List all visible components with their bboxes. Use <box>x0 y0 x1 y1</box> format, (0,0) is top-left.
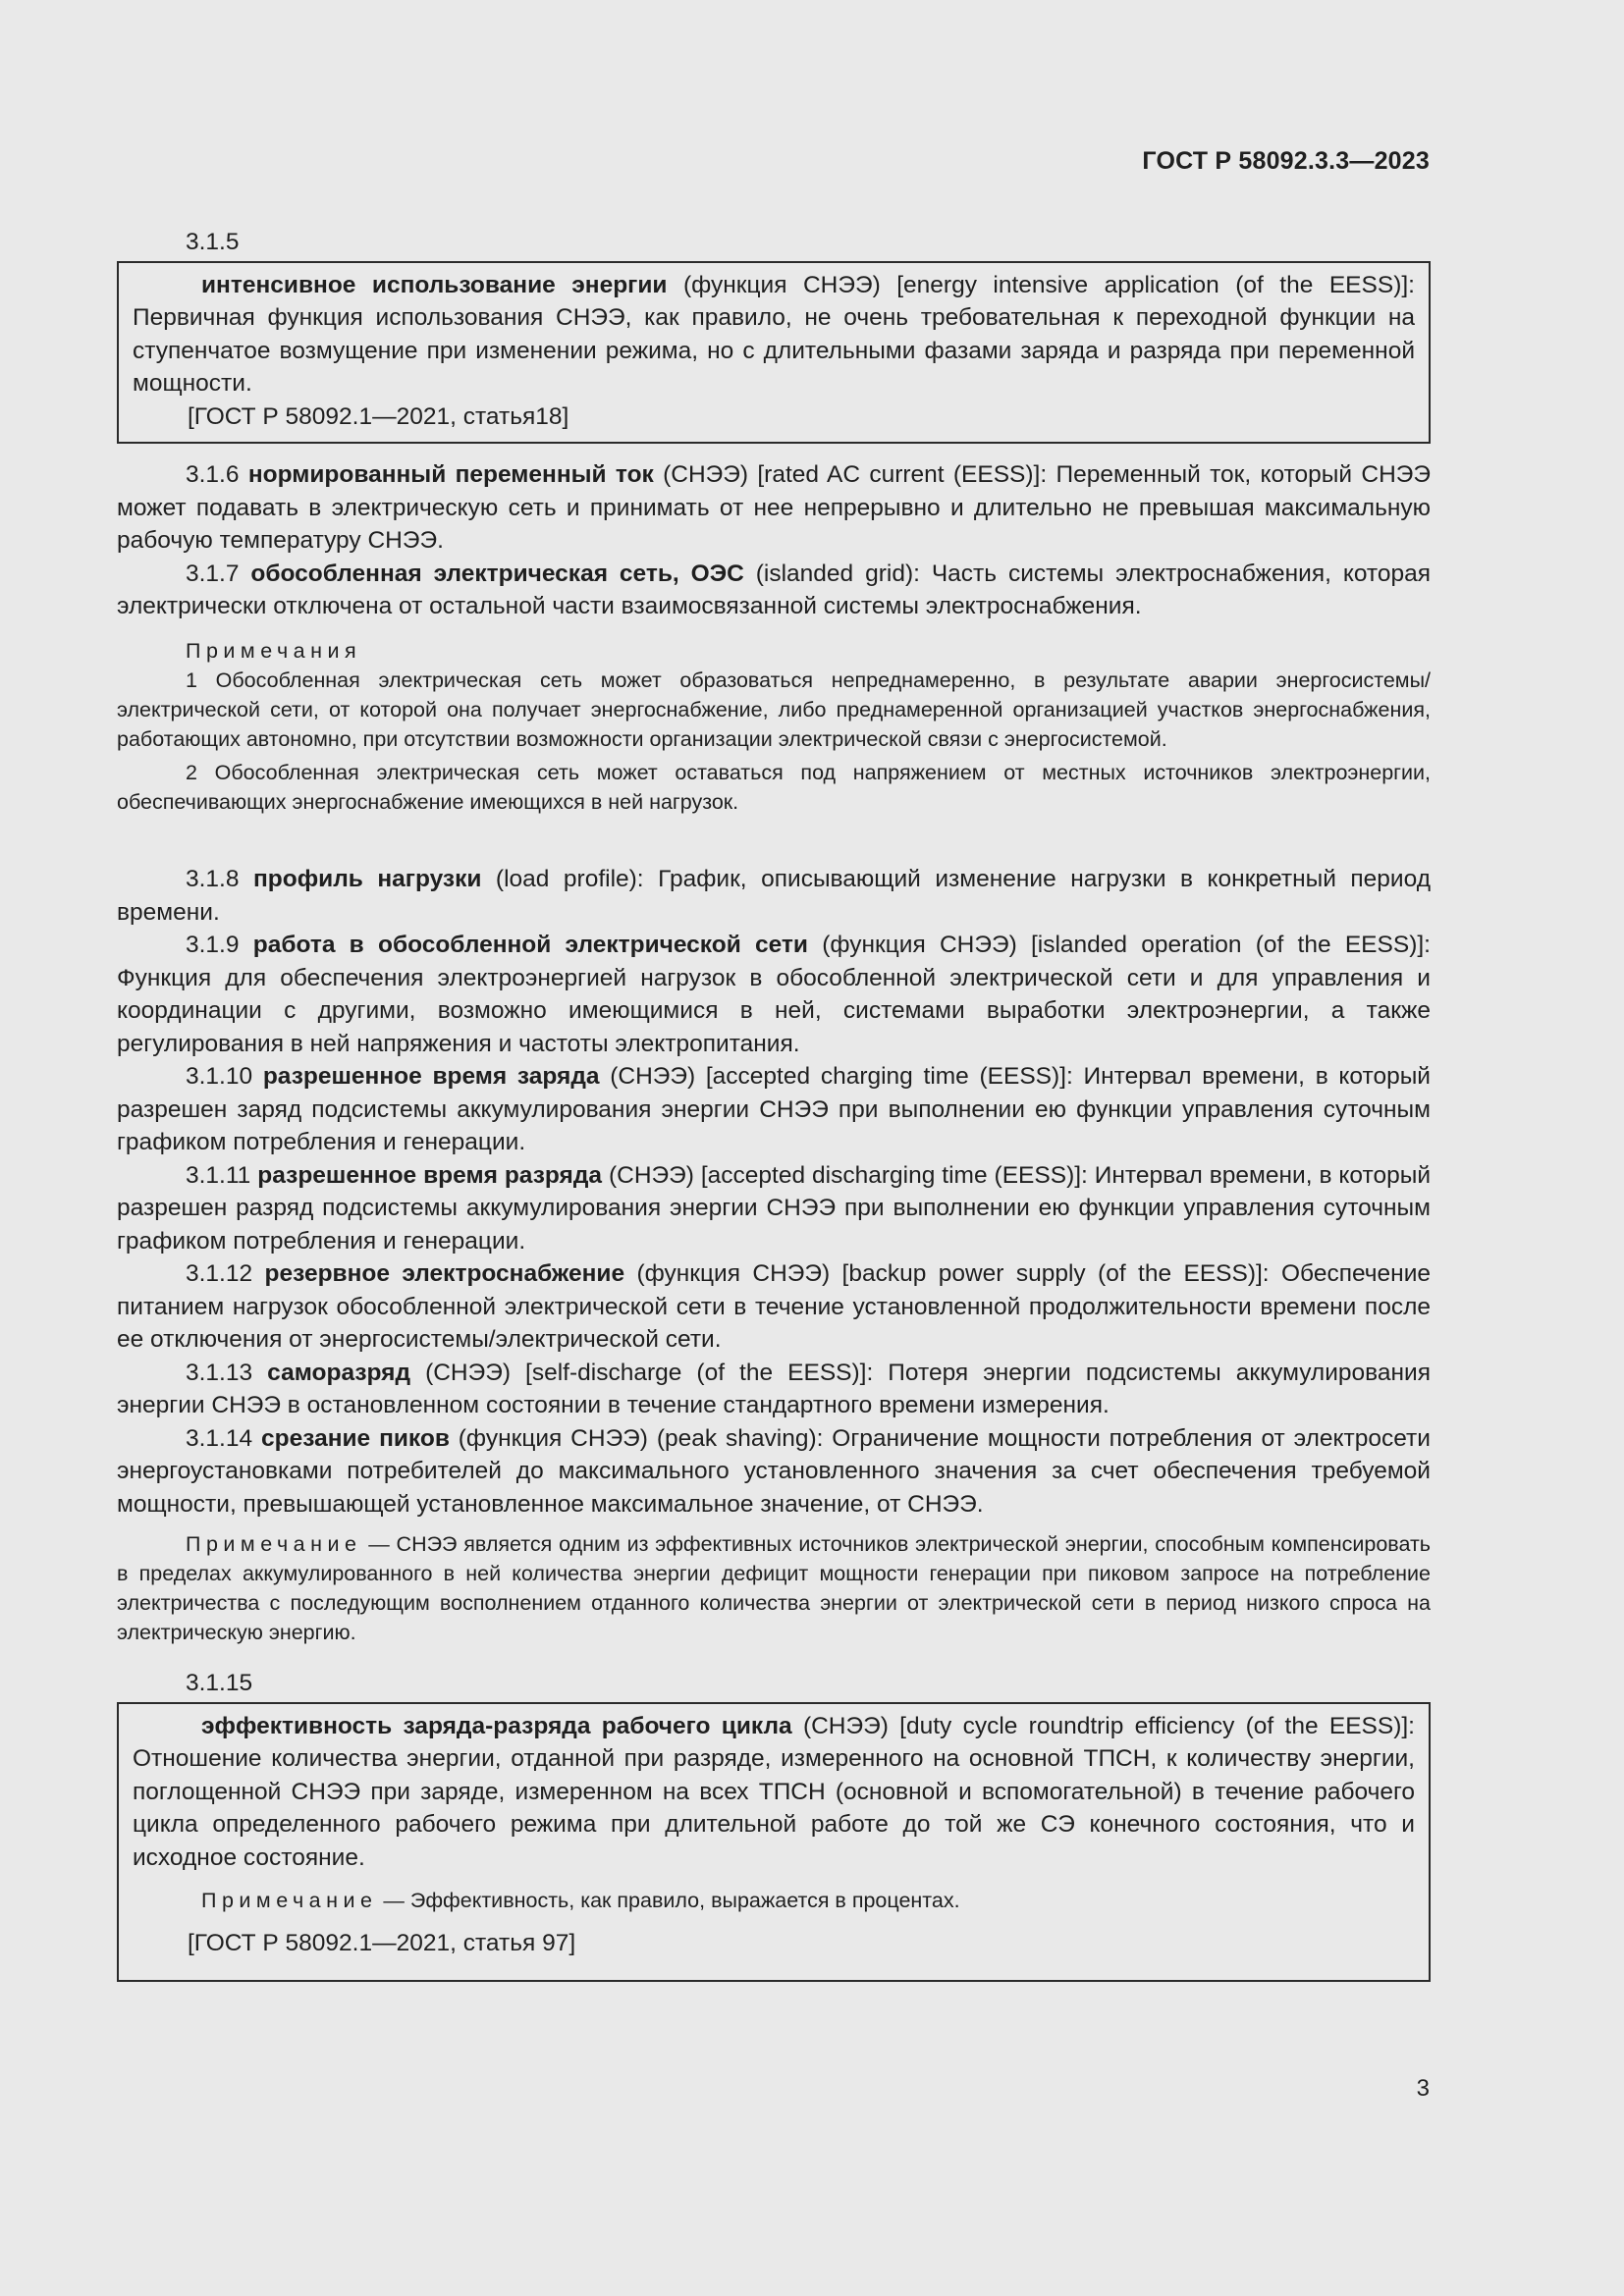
term-3-1-14: 3.1.14 срезание пиков (функция СНЭЭ) (peak shaving): Ограничение мощности потребления от электросети энергоустановками потребителей до максимального установленного значения за счет обеспечения требуемой мощности, превышающей установленное максимальное значение, от СНЭЭ. <box>117 1424 1431 1518</box>
term-3-1-11: 3.1.11 разрешенное время разряда (СНЭЭ) [accepted discharging time (EESS)]: Интервал времени, в который разрешен разряд подсистемы аккумулирования энергии СНЭЭ при выполнении ею функции управления суточным графиком потребления и генерации. <box>117 1161 1432 1255</box>
term-3-1-7: 3.1.7 обособленная электрическая сеть, ОЭС (islanded grid): Часть системы электроснабжения, которая электрически отключена от остальной части взаимосвязанной системы электроснабжения. <box>117 560 1431 619</box>
term-3-1-13: 3.1.13 саморазряд (СНЭЭ) [self-discharge (of the EESS)]: Потеря энергии подсистемы аккумулирования энергии СНЭЭ в остановленном состоянии в течение стандартного времени измерения. <box>117 1359 1431 1418</box>
term-definition: интенсивное использование энергии (функция СНЭЭ) [energy intensive application (of the EESS)]: Первичная функция использования СНЭЭ, как правило, не очень требовательная к переходной функции на ступенчатое возмущение при изменении режима, но с длительными фазами заряда и разряда при переменной мощности. <box>133 271 1415 397</box>
term-title: профиль нагрузки <box>253 866 482 892</box>
term-title: интенсивное использование энергии <box>201 271 668 298</box>
note-label: Примечание <box>201 1889 378 1912</box>
term-title: нормированный переменный ток <box>247 461 654 488</box>
term-title: эффективность заряда-разряда рабочего цикла <box>201 1712 792 1739</box>
term-number: 3.1.15 <box>186 1670 253 1696</box>
term-number: 3.1.5 <box>186 229 240 255</box>
note-3-1-14 <box>117 1529 1431 1647</box>
term-3-1-9: 3.1.9 работа в обособленной электрической сети (функция СНЭЭ) [islanded operation (of the EESS)]: Функция для обеспечения электроэнергией нагрузок в обособленной электрической сети и для управления и координации с другими, возможно имеющимися в ней, системами выработки электроэнергии, а также регулирования в ней напряжения и частоты электропитания. <box>117 932 1431 1057</box>
document-code: ГОСТ Р 58092.3.3—2023 <box>1142 147 1430 175</box>
term-3-1-15 <box>117 1667 1431 1982</box>
note-text: Примечание — СНЭЭ является одним из эффективных источников электрической энергии, способным компенсировать в пределах аккумулированного в ней количества энергии дефицит мощности генерации при пиковом запросе на потребление электричества с последующим восполнением отданного количества энергии от электрической сети в период низкого спроса на электрическую энергию. <box>117 1532 1431 1644</box>
notes-title: Примечания <box>186 639 362 663</box>
term-title: работа в обособленной электрической сети <box>252 932 808 958</box>
term-source: [ГОСТ Р 58092.1—2021, статья 97] <box>188 1930 576 1956</box>
terms-3-1-8-to-3-1-14 <box>117 863 1431 1521</box>
term-title: срезание пиков <box>261 1424 450 1452</box>
term-title: разрешенное время разряда <box>257 1161 603 1189</box>
term-title: резервное электроснабжение <box>264 1260 625 1287</box>
term-3-1-5 <box>117 226 1431 444</box>
page-number: 3 <box>1416 2075 1430 2102</box>
term-3-1-8: 3.1.8 профиль нагрузки (load profile): График, описывающий изменение нагрузки в конкретный период времени. <box>117 866 1431 926</box>
term-note: Примечание — Эффективность, как правило, выражается в процентах. <box>201 1889 960 1912</box>
note-label: Примечание <box>186 1532 362 1556</box>
term-title: разрешенное время заряда <box>262 1063 600 1090</box>
term-3-1-10: 3.1.10 разрешенное время заряда (СНЭЭ) [accepted charging time (EESS)]: Интервал времени, в который разрешен заряд подсистемы аккумулирования энергии СНЭЭ при выполнении ею функции управления суточным графиком потребления и генерации. <box>117 1063 1431 1155</box>
note-2: 2 Обособленная электрическая сеть может оставаться под напряжением от местных источников электроэнергии, обеспечивающих энергоснабжение имеющихся в ней нагрузок. <box>117 761 1431 814</box>
term-3-1-12: 3.1.12 резервное электроснабжение (функция СНЭЭ) [backup power supply (of the EESS)]: Обеспечение питанием нагрузок обособленной электрической сети в течение установленной продолжительности времени после ее отключения от энергосистемы/электрической сети. <box>117 1260 1432 1353</box>
terms-3-1-6-to-3-1-7 <box>117 458 1431 623</box>
term-title: обособленная электрическая сеть, ОЭС <box>250 560 744 587</box>
term-definition: эффективность заряда-разряда рабочего цикла (СНЭЭ) [duty cycle roundtrip efficiency (of the EESS)]: Отношение количества энергии, отданной при разряде, измеренного на основной ТПСН, к количеству энергии, поглощенной СНЭЭ при заряде, измеренном на всех ТПСН (основной и вспомогательной) в течение рабочего цикла определенного рабочего режима при длительной работе до той же СЭ конечного состояния, что и исходное состояние. <box>133 1712 1415 1871</box>
term-box <box>117 1702 1431 1982</box>
notes-3-1-7 <box>117 636 1431 817</box>
term-box <box>117 261 1431 444</box>
term-title: саморазряд <box>267 1359 411 1386</box>
term-source: [ГОСТ Р 58092.1—2021, статья18] <box>188 402 569 430</box>
note-1: 1 Обособленная электрическая сеть может образоваться непреднамеренно, в результате аварии энергосистемы/электрической сети, от которой она получает энергоснабжение, либо преднамеренной организацией участков энергоснабжения, работающих автономно, при отсутствии возможности организации электрической связи с энергосистемой. <box>117 668 1431 751</box>
term-3-1-6: 3.1.6 нормированный переменный ток (СНЭЭ) [rated AC current (EESS)]: Переменный ток, который СНЭЭ может подавать в электрическую сеть и принимать от нее непрерывно и длительно не превышая максимальную рабочую температуру СНЭЭ. <box>117 461 1431 554</box>
